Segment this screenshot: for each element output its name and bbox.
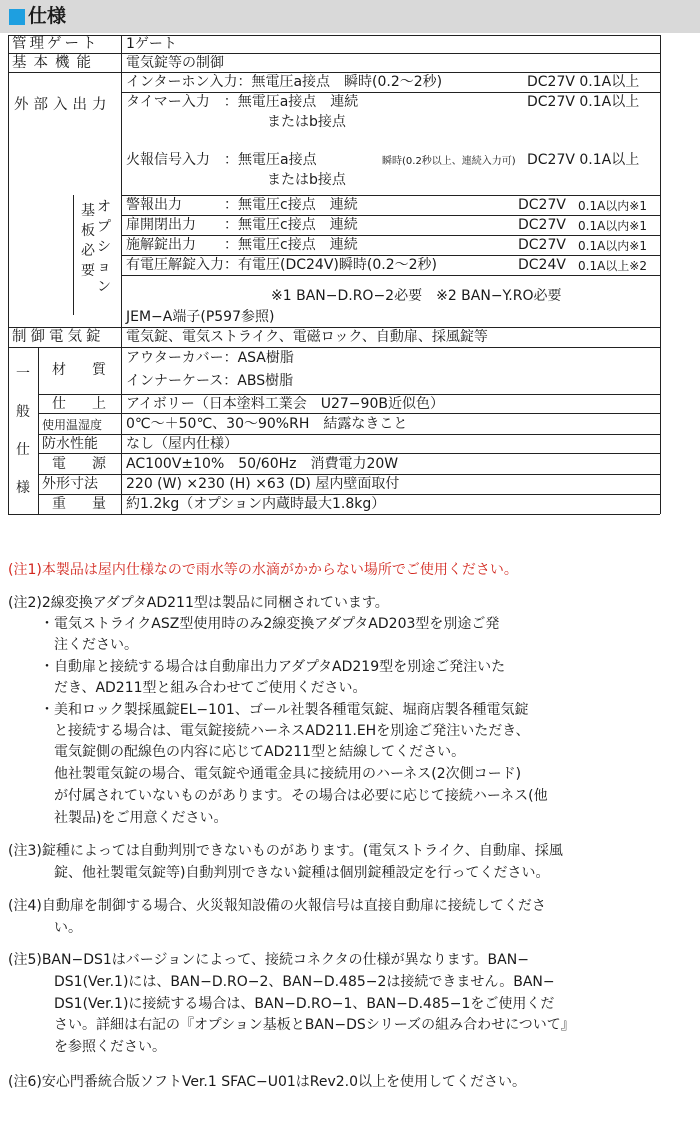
note-5-line-3: DS1(Ver.1)に接続する場合は、BAN−D.RO−1、BAN−D.485−1をご使用くだ [54,996,555,1012]
option-label-option: オプション [97,199,111,295]
weight-label: 重 量 [52,496,112,512]
note-2-bullet-3-line-4: 他社製電気錠の場合、電気錠や通電金具に接続用のハーネス(2次側コード) [54,766,522,782]
finish-value: アイボリー（日本塗料工業会 U27−90B近似色） [126,396,444,412]
door-rating-small: 0.1A以内※1 [578,219,647,233]
fire-rating: DC27V 0.1A以上 [527,152,640,168]
note-2: (注2)2線変換アダプタAD211型は製品に同梱されています。 [8,595,389,611]
note-2-bullet-1-line-2: 注ください。 [54,637,138,653]
timer-rating: DC27V 0.1A以上 [527,94,640,110]
size-label: 外形寸法 [42,476,98,492]
note-2-bullet-2-line-1: ・自動扉と接続する場合は自動扉出力アダプタAD219型を別途ご発注いた [40,659,506,675]
intercom-rating: DC27V 0.1A以上 [527,74,640,90]
powered-rating: DC24V [518,257,566,273]
title-square-icon [9,9,25,25]
material-label: 材 質 [52,362,112,378]
note-2-bullet-3-line-5: が付属されていないものがあります。その場合は必要に応じて接続ハーネス(他 [54,788,548,804]
timer-sub: またはb接点 [267,114,346,130]
water-label: 防水性能 [42,436,98,452]
note-2-bullet-1-line-1: ・電気ストライクASZ型使用時のみ2線変換アダプタAD203型を別途ご発 [40,616,500,632]
alarm-rating: DC27V [518,197,566,213]
note-4-line-1: (注4)自動扉を制御する場合、火災報知設備の火報信号は直接自動扉に接続してくださ [8,898,546,914]
weight-value: 約1.2kg（オプション内蔵時最大1.8kg） [126,496,386,512]
fire-sub: またはb接点 [267,172,346,188]
water-value: なし（屋内仕様） [126,436,238,452]
powered-rating-small: 0.1A以上※2 [578,259,647,273]
fire-input: 火報信号入力 ：無電圧a接点 [126,152,317,168]
io-label: 外部入出力 [14,97,112,113]
note-3-line-1: (注3)錠種によっては自動判別できないものがあります。(電気ストライク、自動扉、採風 [8,843,563,859]
note-1: (注1)本製品は屋内仕様なので雨水等の水滴がかからない場所でご使用ください。 [8,562,518,578]
powered-input: 有電圧解錠入力：有電圧(DC24V)瞬時(0.2〜2秒) [126,257,437,273]
note-6: (注6)安心門番統合版ソフトVer.1 SFAC−U01はRev2.0以上を使用してください。 [8,1074,527,1090]
note-2-bullet-3-line-2: と接続する場合は、電気錠接続ハーネスAD211.EHを別途ご発注いただき、 [54,723,530,739]
intercom-input: インターホン入力：無電圧a接点 瞬時(0.2〜2秒) [126,74,443,90]
page-title: 仕様 [28,5,67,27]
temp-value: 0℃〜＋50℃、30〜90%RH 結露なきこと [126,416,408,432]
note-5-line-2: DS1(Ver.1)には、BAN−D.RO−2、BAN−D.485−2は接続できません。BAN− [54,974,555,990]
lock-output: 施解錠出力 ：無電圧c接点 連続 [126,237,358,253]
door-rating: DC27V [518,217,566,233]
note-3-line-2: 錠、他社製電気錠等)自動判別できない錠種は個別錠種設定を行ってください。 [54,865,550,881]
option-note: ※1 BAN−D.RO−2必要 ※2 BAN−Y.RO必要 [271,288,562,304]
timer-input: タイマー入力 ：無電圧a接点 連続 [126,94,359,110]
control-value: 電気錠、電気ストライク、電磁ロック、自動扉、採風錠等 [126,329,488,345]
power-value: AC100V±10% 50/60Hz 消費電力20W [126,456,399,472]
lock-rating-small: 0.1A以内※1 [578,239,647,253]
fire-note: 瞬時(0.2秒以上、連続入力可) [382,156,516,167]
gate-value: 1ゲート [126,36,177,52]
note-5-line-5: を参照ください。 [54,1039,166,1055]
basic-value: 電気錠等の制御 [126,55,224,71]
basic-label: 基本機能 [12,55,98,71]
note-5-line-1: (注5)BAN−DS1はバージョンによって、接続コネクタの仕様が異なります。BAN− [8,952,529,968]
note-5-line-4: さい。詳細は右記の『オプション基板とBAN−DSシリーズの組み合わせについて』 [54,1017,575,1033]
temp-label: 使用温湿度 [42,418,103,432]
material-inner: インナーケース：ABS樹脂 [126,373,294,389]
size-value: 220 (W) ×230 (H) ×63 (D) 屋内壁面取付 [126,476,400,492]
jem-terminal: JEM−A端子(P597参照) [126,309,275,325]
title-bar [0,0,700,33]
spec-table [8,35,660,552]
note-2-bullet-2-line-2: だき、AD211型と組み合わせてご使用ください。 [54,680,367,696]
gate-label: 管理ゲート [12,36,100,52]
note-4-line-2: い。 [54,920,82,936]
finish-label: 仕 上 [52,396,112,412]
general-label: 一般仕様 [16,366,30,496]
note-2-bullet-3-line-1: ・美和ロック製採風錠EL−101、ゴール社製各種電気錠、堀商店製各種電気錠 [40,702,529,718]
alarm-rating-small: 0.1A以内※1 [578,199,647,213]
note-2-bullet-3-line-3: 電気錠側の配線色の内容に応じてAD211型と結線してください。 [54,744,466,760]
lock-rating: DC27V [518,237,566,253]
control-label: 制御電気錠 [12,329,105,345]
material-outer: アウターカバー：ASA樹脂 [126,350,294,366]
alarm-output: 警報出力 ：無電圧c接点 連続 [126,197,358,213]
note-2-bullet-3-line-6: 社製品)をご用意ください。 [54,810,228,826]
door-output: 扉開閉出力 ：無電圧c接点 連続 [126,217,358,233]
option-label-required: 基板必要 [81,203,95,279]
power-label: 電 源 [52,456,112,472]
